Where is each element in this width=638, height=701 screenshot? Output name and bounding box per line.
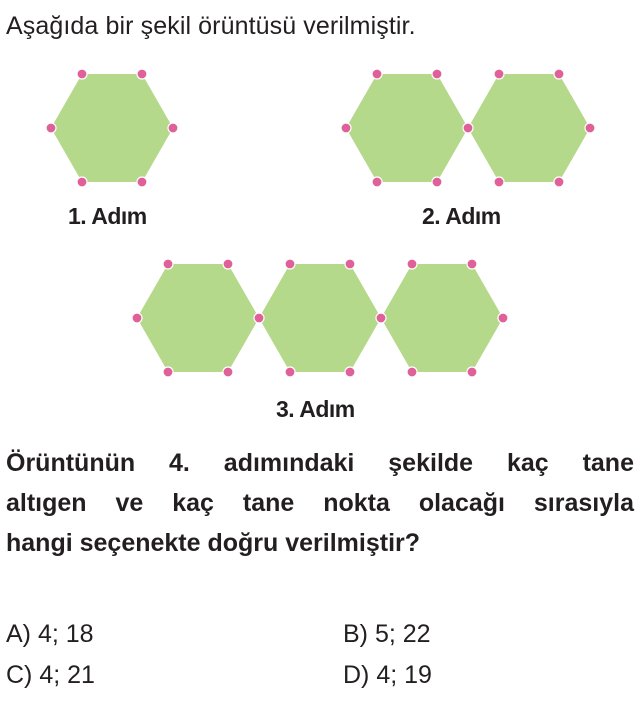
vertex-dot (341, 123, 351, 133)
vertex-dot (494, 177, 504, 187)
vertex-dot (372, 69, 382, 79)
option-a[interactable]: A) 4; 18 (6, 620, 94, 648)
vertex-dot (132, 313, 142, 323)
hexagon (346, 74, 468, 182)
hexagon (137, 264, 259, 372)
vertex-dot (46, 123, 56, 133)
vertex-dot (554, 69, 564, 79)
hexagon (468, 74, 590, 182)
vertex-dot (345, 367, 355, 377)
option-c[interactable]: C) 4; 21 (6, 661, 95, 689)
hexagon (51, 74, 173, 182)
hexagon (259, 264, 381, 372)
vertex-dot (345, 259, 355, 269)
question-line-1: Örüntünün 4. adımındaki şekilde kaç tane (6, 449, 634, 477)
vertex-dot (463, 123, 473, 133)
step-3-label: 3. Adım (276, 396, 355, 422)
step-2-label: 2. Adım (422, 203, 501, 229)
vertex-dot (77, 69, 87, 79)
vertex-dot (585, 123, 595, 133)
vertex-dot (432, 177, 442, 187)
vertex-dot (285, 367, 295, 377)
vertex-dot (254, 313, 264, 323)
vertex-dot (137, 177, 147, 187)
question-text (6, 443, 634, 563)
question-line-2: altıgen ve kaç tane nokta olacağı sırasıyla (6, 489, 634, 517)
vertex-dot (223, 259, 233, 269)
vertex-dot (432, 69, 442, 79)
vertex-dot (223, 367, 233, 377)
vertex-dot (285, 259, 295, 269)
vertex-dot (554, 177, 564, 187)
vertex-dot (407, 259, 417, 269)
vertex-dot (163, 259, 173, 269)
vertex-dot (467, 367, 477, 377)
vertex-dot (498, 313, 508, 323)
question-line-3: hangi seçenekte doğru verilmiştir? (6, 529, 421, 557)
vertex-dot (494, 69, 504, 79)
vertex-dot (372, 177, 382, 187)
vertex-dot (407, 367, 417, 377)
vertex-dot (467, 259, 477, 269)
intro-text: Aşağıda bir şekil örüntüsü verilmiştir. (6, 12, 416, 40)
vertex-dot (77, 177, 87, 187)
vertex-dot (137, 69, 147, 79)
option-d[interactable]: D) 4; 19 (343, 661, 432, 689)
vertex-dot (168, 123, 178, 133)
hexagon (381, 264, 503, 372)
option-b[interactable]: B) 5; 22 (343, 620, 431, 648)
vertex-dot (376, 313, 386, 323)
vertex-dot (163, 367, 173, 377)
step-1-label: 1. Adım (68, 203, 147, 229)
